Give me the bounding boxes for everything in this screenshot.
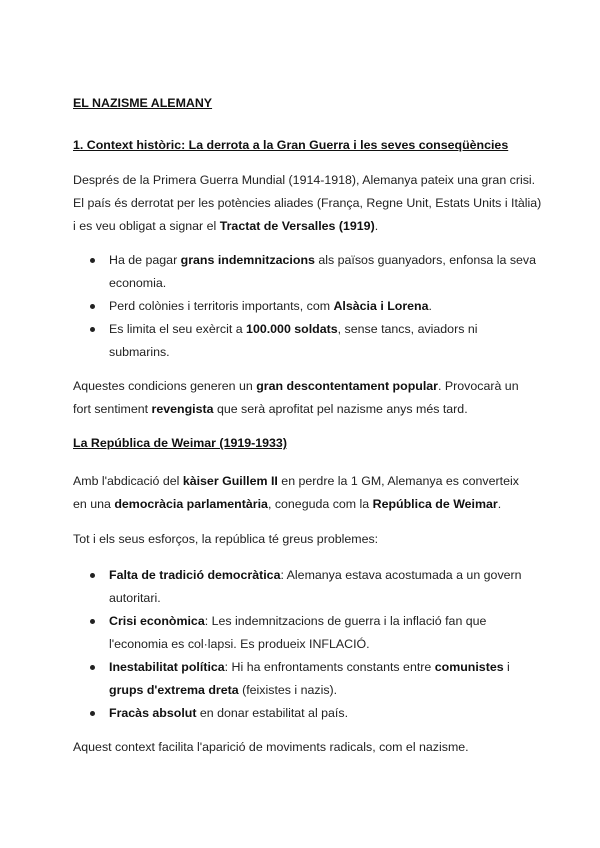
text-line [109,656,522,679]
text-run: . [497,497,502,511]
text-run: Aquestes condicions generen un [73,379,257,393]
bullet-icon [90,619,95,624]
bold-text: Tractat de Versalles (1919) [219,219,375,233]
bold-text: Crisi econòmica [109,614,205,628]
bold-text: República de Weimar [372,497,498,511]
text-run: en perdre la 1 GM, Alemanya es converteix [277,474,519,488]
text-run: Després de la Primera Guerra Mundial (1914-1918), Alemanya pateix una gran crisi. [73,173,536,187]
text-line [109,341,536,364]
paragraph [73,470,519,516]
text-line [73,375,519,398]
text-line [109,610,522,633]
bold-text: kàiser Guillem II [182,474,278,488]
text-line [73,215,541,238]
list-item [73,318,536,364]
text-line [109,272,536,295]
list-item [73,564,522,610]
text-run: en donar estabilitat al país. [196,706,349,720]
bold-text: revengista [151,402,214,416]
text-run: als països guanyadors, enfonsa la seva [314,253,537,267]
text-run: Amb l'abdicació del [73,474,183,488]
text-run: : Hi ha enfrontaments constants entre [224,660,435,674]
text-line [109,633,522,656]
bold-text: Falta de tradició democràtica [109,568,281,582]
paragraph [73,375,519,421]
text-run: Aquest context facilita l'aparició de moviments radicals, com el nazisme. [73,740,469,754]
list-item [73,249,536,295]
bullet-list [73,564,522,725]
text-run: . [428,299,432,313]
paragraph [73,736,469,759]
text-run: Ha de pagar [109,253,181,267]
text-run: Es limita el seu exèrcit a [109,322,247,336]
bullet-icon [90,711,95,716]
bold-text: grups d'extrema dreta [109,683,239,697]
text-run: i es veu obligat a signar el [73,219,220,233]
text-line [73,192,541,215]
text-run: , sense tancs, aviadors ni [337,322,478,336]
bullet-icon [90,327,95,332]
bold-text: grans indemnitzacions [180,253,315,267]
text-run: fort sentiment [73,402,152,416]
bold-text: democràcia parlamentària [114,497,268,511]
bold-text: Inestabilitat política [109,660,225,674]
list-item [73,610,522,656]
text-run: (feixistes i nazis). [238,683,338,697]
text-line [73,398,519,421]
text-line [109,295,536,318]
list-item [73,656,522,702]
text-line [109,702,522,725]
bold-text: Alsàcia i Lorena [333,299,429,313]
bold-text: 100.000 soldats [246,322,338,336]
text-line [109,564,522,587]
text-line [109,679,522,702]
text-line [109,318,536,341]
text-line [73,528,378,551]
text-run: en una [73,497,115,511]
list-item [73,702,522,725]
text-line [73,493,519,516]
text-run: El país és derrotat per les potències aliades (França, Regne Unit, Estats Units i Itàlia) [73,196,542,210]
text-run: que serà aprofitat pel nazisme anys més tard. [213,402,468,416]
paragraph [73,528,378,551]
bullet-icon [90,258,95,263]
text-line [73,736,469,759]
text-line [73,169,541,192]
bold-text: Fracàs absolut [109,706,197,720]
text-run: . Provocarà un [438,379,519,393]
bullet-list [73,249,536,364]
text-run: submarins. [109,345,170,359]
paragraph [73,169,541,238]
text-line [73,470,519,493]
text-run: , coneguda com la [267,497,373,511]
text-run: l'economia es col·lapsi. Es produeix INFLACIÓ. [109,637,370,651]
bold-text: comunistes [434,660,504,674]
text-line [109,249,536,272]
text-line [109,587,522,610]
text-run: autoritari. [109,591,161,605]
text-run: : Alemanya estava acostumada a un govern [280,568,522,582]
list-item [73,295,536,318]
bullet-icon [90,665,95,670]
text-run: : Les indemnitzacions de guerra i la inflació fan que [204,614,487,628]
section-heading-weimar: La República de Weimar (1919-1933) [73,436,287,450]
text-run: economia. [109,276,167,290]
document-title: EL NAZISME ALEMANY [73,96,213,110]
bullet-icon [90,573,95,578]
text-run: Tot i els seus esforços, la república té greus problemes: [73,532,379,546]
text-run: . [374,219,379,233]
bold-text: gran descontentament popular [256,379,438,393]
text-run: Perd colònies i territoris importants, com [109,299,334,313]
bullet-icon [90,304,95,309]
section-heading-context: 1. Context històric: La derrota a la Gran Guerra i les seves conseqüències [73,138,509,152]
text-run: i [503,660,510,674]
